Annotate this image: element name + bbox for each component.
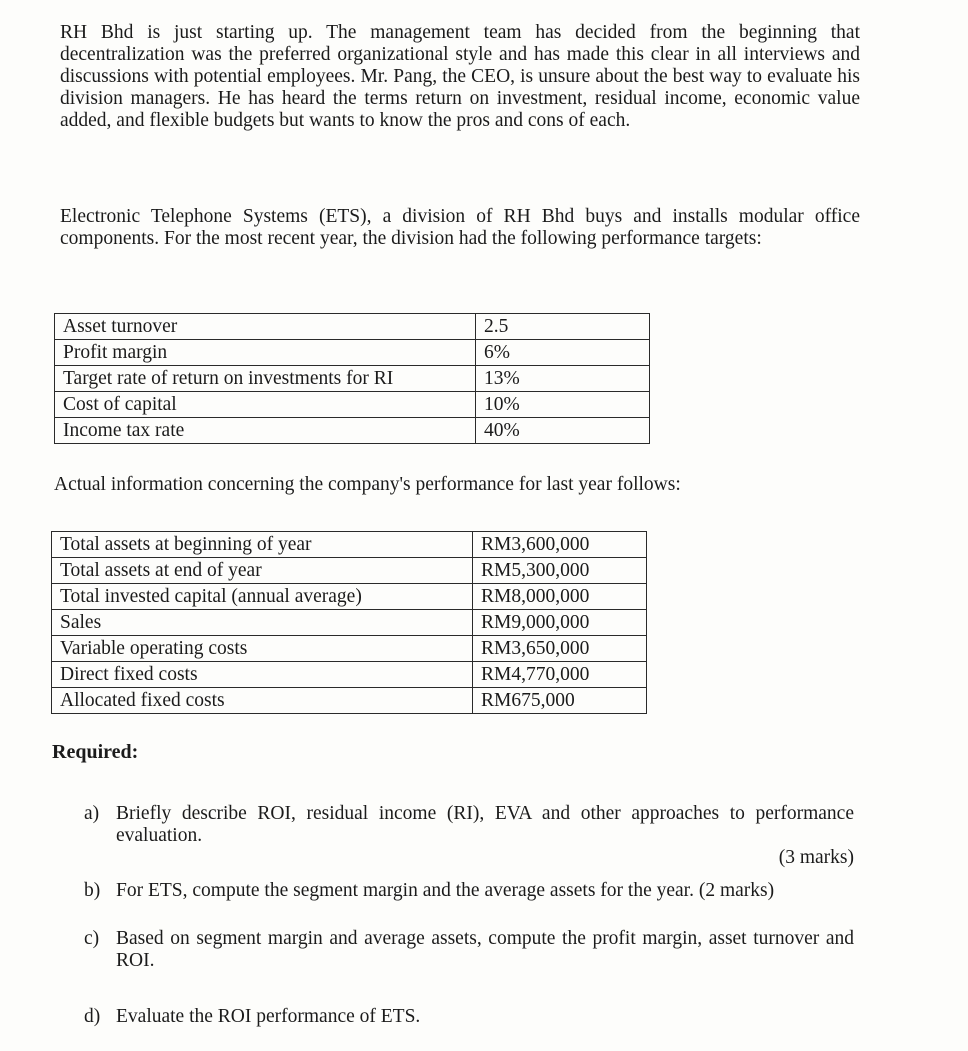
question-letter: c) (84, 928, 100, 949)
row-label: Income tax rate (55, 418, 476, 444)
row-value: 6% (476, 340, 650, 366)
question-d (84, 1006, 854, 1028)
performance-targets-table (54, 313, 650, 444)
question-marks: (3 marks) (778, 847, 854, 868)
intro-paragraph-2: Electronic Telephone Systems (ETS), a division of RH Bhd buys and installs modular office components. For the most recent year, the division had the following performance targets: (60, 206, 860, 249)
table-row (52, 610, 647, 636)
row-label: Asset turnover (55, 314, 476, 340)
row-label: Profit margin (55, 340, 476, 366)
table-row (52, 688, 647, 714)
row-label: Total invested capital (annual average) (52, 584, 473, 610)
question-letter: a) (84, 803, 100, 824)
row-value: RM4,770,000 (473, 662, 647, 688)
row-label: Total assets at beginning of year (52, 532, 473, 558)
table-row (52, 662, 647, 688)
row-label: Cost of capital (55, 392, 476, 418)
row-value: RM3,600,000 (473, 532, 647, 558)
question-a (84, 803, 854, 869)
question-text: Based on segment margin and average assets, compute the profit margin, asset turnover and ROI. (116, 928, 854, 971)
row-value: RM3,650,000 (473, 636, 647, 662)
table-row (55, 314, 650, 340)
actual-performance-table (51, 531, 647, 714)
row-value: RM675,000 (473, 688, 647, 714)
table-row (55, 392, 650, 418)
row-value: 13% (476, 366, 650, 392)
row-label: Direct fixed costs (52, 662, 473, 688)
table-row (55, 340, 650, 366)
question-b (84, 880, 854, 902)
row-label: Variable operating costs (52, 636, 473, 662)
actual-info-intro: Actual information concerning the company's performance for last year follows: (54, 474, 681, 495)
required-heading: Required: (52, 741, 139, 763)
table-row (52, 532, 647, 558)
table-row (52, 636, 647, 662)
table-row (55, 366, 650, 392)
question-letter: b) (84, 880, 101, 901)
question-c (84, 928, 854, 972)
question-text: Evaluate the ROI performance of ETS. (116, 1006, 421, 1027)
table-row (52, 558, 647, 584)
question-text: Briefly describe ROI, residual income (RI), EVA and other approaches to performance evaluation. (116, 803, 854, 846)
row-label: Target rate of return on investments for RI (55, 366, 476, 392)
row-value: RM8,000,000 (473, 584, 647, 610)
table-row (52, 584, 647, 610)
row-label: Total assets at end of year (52, 558, 473, 584)
row-value: 10% (476, 392, 650, 418)
question-letter: d) (84, 1006, 101, 1027)
row-value: 2.5 (476, 314, 650, 340)
table-row (55, 418, 650, 444)
question-text: For ETS, compute the segment margin and the average assets for the year. (2 marks) (116, 880, 775, 901)
row-value: RM9,000,000 (473, 610, 647, 636)
row-label: Allocated fixed costs (52, 688, 473, 714)
row-value: 40% (476, 418, 650, 444)
intro-paragraph-1: RH Bhd is just starting up. The management team has decided from the beginning that decentralization was the preferred organizational style and has made this clear in all interviews and discussions with potential employees. Mr. Pang, the CEO, is unsure about the best way to evaluate his division managers. He has heard the terms return on investment, residual income, economic value added, and flexible budgets but wants to know the pros and cons of each. (60, 22, 860, 131)
row-value: RM5,300,000 (473, 558, 647, 584)
row-label: Sales (52, 610, 473, 636)
